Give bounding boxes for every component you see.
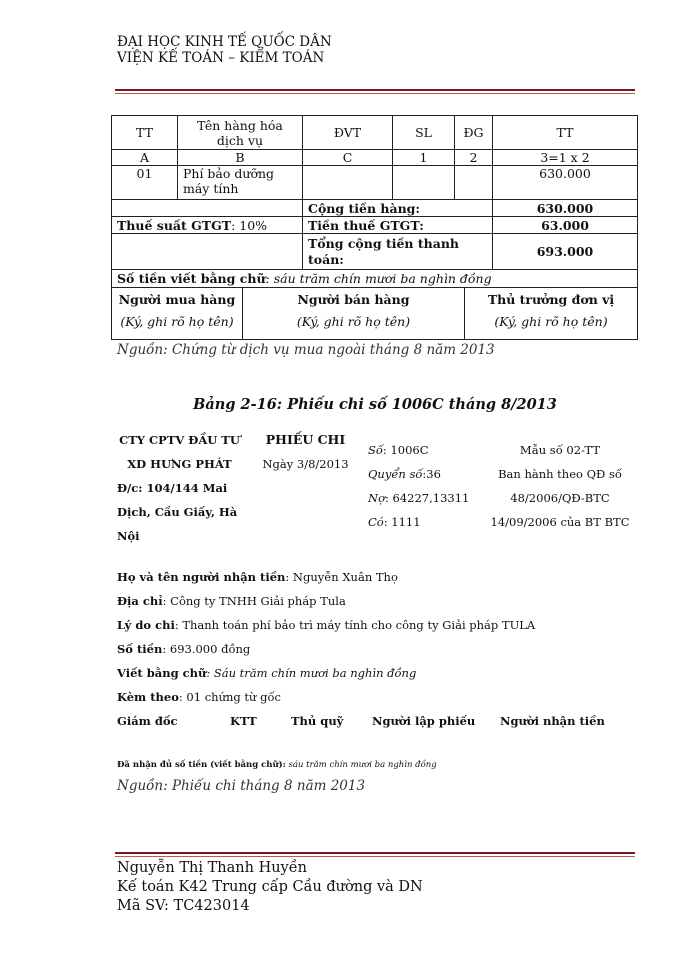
company-address	[117, 476, 252, 548]
words-value: : sáu trăm chín mươi ba nghìn đồng	[265, 271, 492, 286]
amount-value: : 693.000 đồng	[162, 642, 251, 656]
no-label: Nợ	[368, 491, 385, 505]
signature-head	[464, 288, 637, 339]
table-code-row	[112, 150, 638, 166]
address-label: Địa chỉ	[117, 594, 163, 608]
source-note-2: Nguồn: Phiếu chi tháng 8 năm 2013	[117, 778, 366, 794]
address-line	[117, 594, 346, 608]
blank-cell	[112, 234, 303, 270]
words-line	[117, 666, 416, 680]
total-label: Tổng cộng tiền thanh toán:	[303, 234, 493, 270]
received-label: Đã nhận đủ số tiền (viết bằng chữ):	[117, 760, 286, 770]
form-line3: 48/2006/QĐ-BTC	[510, 491, 610, 505]
subtotal-row	[112, 200, 638, 217]
header-rule-thin	[115, 93, 635, 94]
address-line3: Nội	[117, 529, 140, 543]
row-price	[455, 166, 493, 200]
table-header-row	[112, 116, 638, 150]
vat-row	[112, 217, 638, 234]
co-value: : 1111	[383, 515, 421, 529]
header-institute: VIỆN KẾ TOÁN – KIỂM TOÁN	[117, 50, 325, 66]
signer-director: Giám đốc	[117, 714, 178, 728]
company-line2: XD HƯNG PHÁT	[127, 457, 232, 471]
footer-class: Kế toán K42 Trung cấp Cầu đường và DN	[117, 879, 423, 895]
received-line	[117, 760, 437, 770]
footer-name: Nguyễn Thị Thanh Huyền	[117, 860, 308, 876]
vat-value: 63.000	[493, 217, 638, 234]
footer-student-id: Mã SV: TC423014	[117, 898, 250, 914]
form-line2: Ban hành theo QĐ số	[498, 467, 622, 481]
row-tt: 01	[112, 166, 178, 200]
signer-preparer: Người lập phiếu	[372, 714, 476, 728]
signer-cashier: Thủ quỹ	[291, 714, 344, 728]
table-row	[112, 166, 638, 200]
total-row	[112, 234, 638, 270]
blank-cell	[112, 200, 303, 217]
row-unit	[303, 166, 393, 200]
source-note: Nguồn: Chứng từ dịch vụ mua ngoài tháng 8 năm 2013	[117, 342, 495, 358]
amount-in-words	[112, 270, 638, 288]
quyen-value: :36	[422, 467, 441, 481]
buyer-note: (Ký, ghi rõ họ tên)	[120, 314, 234, 329]
col-code: 2	[455, 150, 493, 166]
voucher-numbers	[368, 438, 483, 534]
col-header: TT	[493, 116, 638, 150]
form-line1: Mẫu số 02-TT	[519, 443, 601, 457]
signature-seller	[242, 288, 464, 339]
receiver-line	[117, 570, 398, 584]
address-line2: Dịch, Cầu Giấy, Hà	[117, 505, 238, 519]
received-value: sáu trăm chín mươi ba nghìn đồng	[285, 760, 437, 770]
seller-title: Người bán hàng	[297, 292, 410, 307]
quyen-label: Quyển số	[368, 467, 423, 481]
words-value: : Sáu trăm chín mươi ba nghìn đồng	[206, 666, 417, 680]
voucher-debit	[368, 486, 483, 510]
words-label: Số tiền viết bằng chữ	[117, 271, 266, 286]
so-label: Số	[368, 443, 383, 457]
col-code: A	[112, 150, 178, 166]
doc-title: PHIẾU CHI	[265, 432, 346, 447]
col-code: B	[178, 150, 303, 166]
head-title: Thủ trưởng đơn vị	[487, 292, 615, 307]
buyer-title: Người mua hàng	[118, 292, 236, 307]
footer-rule	[115, 852, 635, 854]
header-rule	[115, 89, 635, 91]
col-code: 3=1 x 2	[493, 150, 638, 166]
signature-buyer	[112, 288, 242, 339]
col-header: ĐG	[455, 116, 493, 150]
subtotal-label: Cộng tiền hàng:	[303, 200, 493, 217]
company-name	[117, 428, 242, 476]
vat-label: Tiền thuế GTGT:	[303, 217, 493, 234]
row-amount: 630.000	[493, 166, 638, 200]
reason-value: : Thanh toán phí bảo trì máy tính cho công ty Giải pháp TULA	[174, 618, 536, 632]
receiver-value: : Nguyễn Xuân Thọ	[285, 570, 398, 584]
col-header: Tên hàng hóa dịch vụ	[178, 116, 303, 150]
voucher-book	[368, 462, 483, 486]
row-qty	[393, 166, 455, 200]
address-value: : Công ty TNHH Giải pháp Tula	[162, 594, 346, 608]
co-label: Có	[368, 515, 384, 529]
signer-chief-accountant: KTT	[230, 714, 257, 728]
reason-line	[117, 618, 535, 632]
words-label: Viết bằng chữ	[117, 666, 207, 680]
attach-line	[117, 690, 281, 704]
signature-block	[111, 288, 638, 340]
seller-note: (Ký, ghi rõ họ tên)	[296, 314, 411, 329]
head-note: (Ký, ghi rõ họ tên)	[494, 314, 608, 329]
amount-line	[117, 642, 250, 656]
total-value: 693.000	[493, 234, 638, 270]
voucher-number	[368, 438, 483, 462]
header-university: ĐẠI HỌC KINH TẾ QUỐC DÂN	[117, 34, 332, 50]
reason-label: Lý do chi	[117, 618, 175, 632]
footer-rule-thin	[115, 856, 635, 857]
so-value: : 1006C	[382, 443, 429, 457]
table-title: Bảng 2-16: Phiếu chi số 1006C tháng 8/2013	[193, 396, 557, 413]
col-code: C	[303, 150, 393, 166]
col-header: SL	[393, 116, 455, 150]
doc-date: Ngày 3/8/2013	[262, 457, 349, 471]
voucher-title-block	[258, 428, 353, 476]
receiver-label: Họ và tên người nhận tiền	[117, 570, 286, 584]
company-line1: CTY CPTV ĐẦU TƯ	[119, 433, 240, 447]
vat-rate-label: Thuế suất GTGT	[117, 217, 232, 233]
form-line4: 14/09/2006 của BT BTC	[490, 515, 630, 529]
no-value: : 64227,13311	[385, 491, 470, 505]
col-header: TT	[112, 116, 178, 150]
subtotal-value: 630.000	[493, 200, 638, 217]
attach-value: : 01 chứng từ gốc	[178, 690, 281, 704]
col-code: 1	[393, 150, 455, 166]
address-line1: Đ/c: 104/144 Mai	[117, 481, 228, 495]
signer-receiver: Người nhận tiền	[500, 714, 605, 728]
row-item-name: Phí bảo dưỡng máy tính	[178, 166, 303, 200]
attach-label: Kèm theo	[117, 690, 179, 704]
form-info	[480, 438, 640, 534]
amount-label: Số tiền	[117, 642, 163, 656]
words-row	[112, 270, 638, 288]
invoice-table	[111, 115, 638, 288]
vat-rate-value: : 10%	[231, 217, 268, 233]
vat-rate	[112, 217, 303, 234]
voucher-credit	[368, 510, 483, 534]
col-header: ĐVT	[303, 116, 393, 150]
